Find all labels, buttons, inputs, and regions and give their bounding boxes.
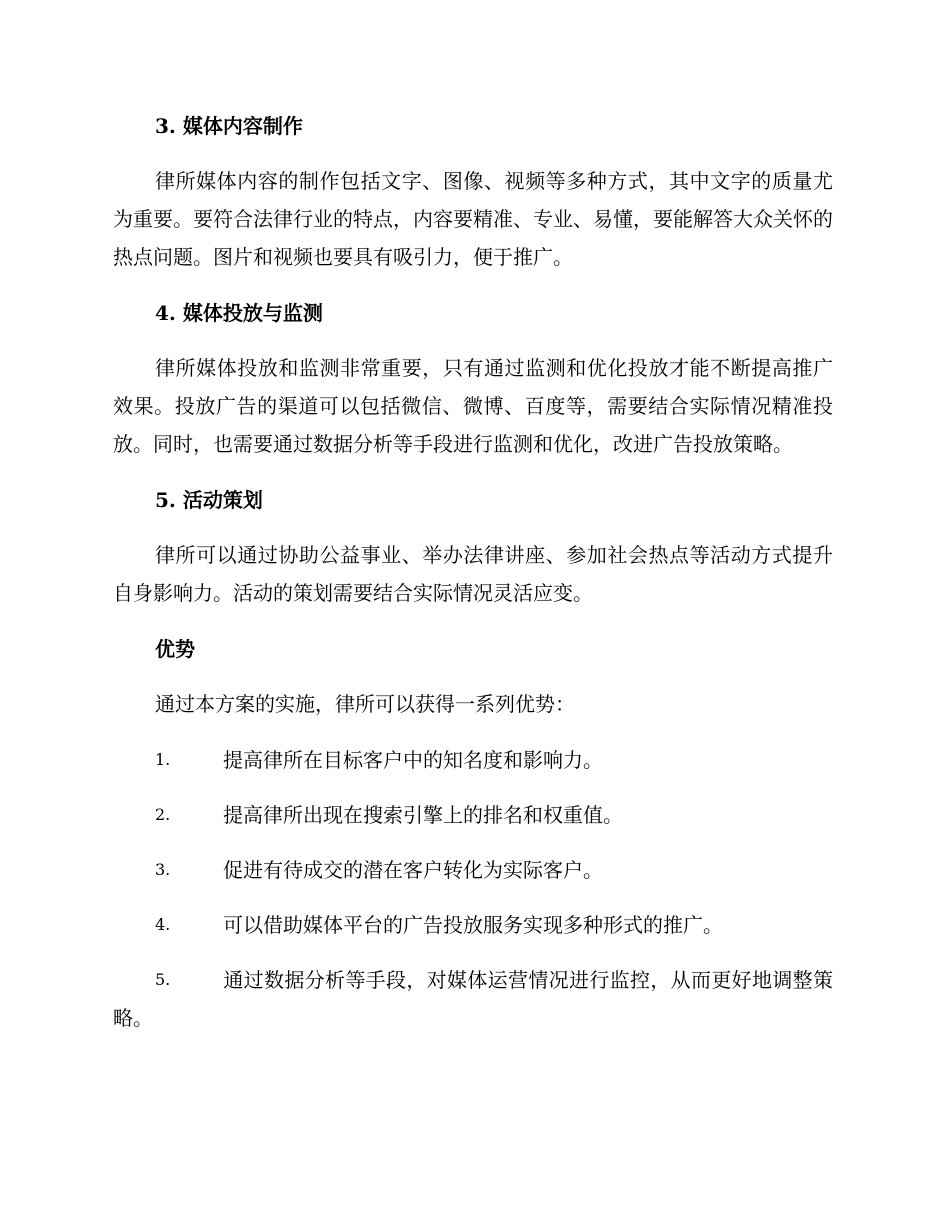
advantages-intro: 通过本方案的实施，律所可以获得一系列优势：: [155, 692, 575, 716]
advantages-heading: 优势: [155, 637, 195, 661]
advantage-text: 提高律所在目标客户中的知名度和影响力。: [223, 748, 603, 772]
advantage-text: 通过数据分析等手段，对媒体运营情况进行监控，从而更好地调整策略。: [113, 968, 833, 1030]
section-paragraph-media-content: 律所媒体内容的制作包括文字、图像、视频等多种方式，其中文字的质量尤为重要。要符合法律行业的特点，内容要精准、专业、易懂，要能解答大众关怀的热点问题。图片和视频也要具有吸引力，便于推广。: [113, 169, 833, 269]
advantage-text: 可以借助媒体平台的广告投放服务实现多种形式的推广。: [223, 913, 723, 937]
advantage-number: 5.: [155, 970, 171, 989]
section-heading-event-planning: 5. 活动策划: [155, 488, 263, 512]
section-heading-media-content: 3. 媒体内容制作: [155, 114, 303, 138]
advantage-item: [113, 741, 833, 779]
advantage-item: [113, 906, 833, 944]
section-paragraph-media-placement: 律所媒体投放和监测非常重要，只有通过监测和优化投放才能不断提高推广效果。投放广告的渠道可以包括微信、微博、百度等，需要结合实际情况精准投放。同时，也需要通过数据分析等手段进行监测和优化，改进广告投放策略。: [113, 356, 833, 456]
section-heading-media-placement: 4. 媒体投放与监测: [155, 301, 323, 325]
advantage-text: 促进有待成交的潜在客户转化为实际客户。: [223, 858, 603, 882]
advantage-number: 2.: [155, 805, 171, 824]
advantage-text: 提高律所出现在搜索引擎上的排名和权重值。: [223, 803, 623, 827]
document-body: [113, 107, 833, 1054]
advantage-number: 4.: [155, 915, 171, 934]
advantage-number: 1.: [155, 750, 171, 769]
advantage-number: 3.: [155, 860, 171, 879]
advantage-item: [113, 796, 833, 834]
section-paragraph-event-planning: 律所可以通过协助公益事业、举办法律讲座、参加社会热点等活动方式提升自身影响力。活动的策划需要结合实际情况灵活应变。: [113, 543, 833, 605]
advantage-item: [113, 961, 833, 1037]
advantage-item: [113, 851, 833, 889]
